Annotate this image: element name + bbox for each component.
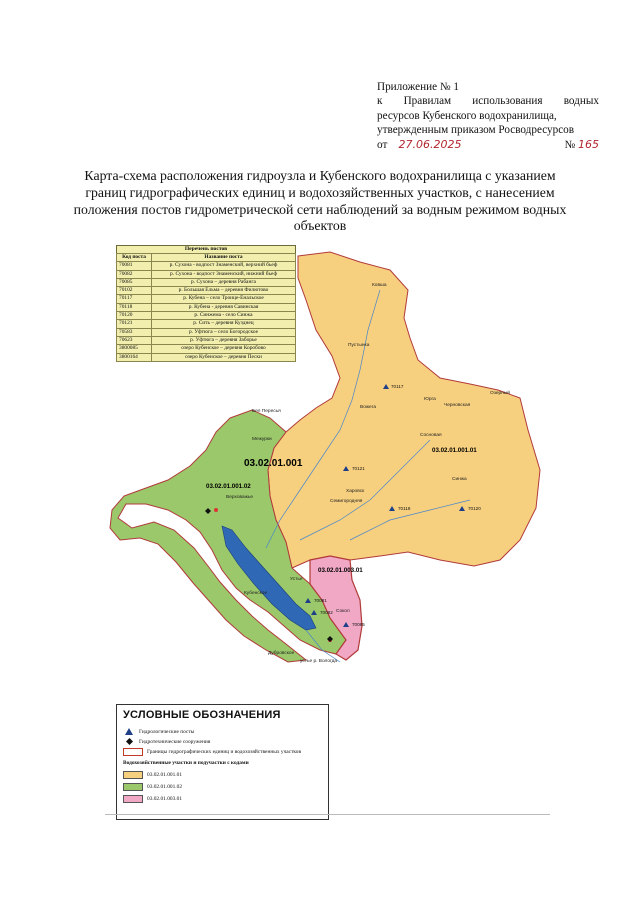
map-legend — [116, 704, 329, 820]
handwritten-date: 27.06.2025 — [398, 137, 462, 151]
place-label: Кубенское — [244, 591, 268, 596]
zone-03-swatch — [123, 795, 143, 803]
hydro-post-icon — [125, 728, 133, 735]
zone-01-label: 03.02.01.001.01 — [432, 447, 477, 454]
post-label: 70085 — [352, 622, 365, 627]
zone-03-label: 03.02.01.003.01 — [318, 567, 363, 574]
zone-main-label: 03.02.01.001 — [244, 458, 303, 469]
legend-item-posts: Гидрологические посты — [123, 728, 194, 735]
legend-item-structures: Гидротехнические сооружения — [123, 738, 210, 745]
posts-table-caption: Перечень постов — [116, 245, 296, 253]
handwritten-number: 165 — [578, 137, 599, 151]
legend-zone-03: 03.02.01.003.01 — [123, 795, 182, 803]
city-marker — [214, 508, 218, 512]
boundary-swatch — [123, 748, 143, 756]
post-label: 70117 — [391, 384, 404, 389]
place-label: Синжа — [452, 477, 467, 482]
post-label: 70082 — [320, 610, 333, 615]
table-row: 70082 р. Сухона - водпост Знаменский, нижний бьеф — [117, 270, 296, 278]
post-label: 70121 — [352, 466, 365, 471]
table-row: 70121 р. Сить – деревня Кузднец — [117, 320, 296, 328]
zone-01-swatch — [123, 771, 143, 779]
table-row: 70081 р. Сухона - водпост Знаменский, верхний бьеф — [117, 262, 296, 270]
col-code-header: Код поста — [117, 254, 152, 262]
table-row: 70118 р. Кубена - деревня Савинская — [117, 303, 296, 311]
place-label: Семигородняя — [330, 499, 363, 504]
legend-subtitle: Водохозяйственные участки и подучастки с кодами — [123, 760, 249, 766]
table-row: 70583 р. Уфтюга – село Богородское — [117, 328, 296, 336]
place-label: Озерный — [490, 391, 510, 396]
post-label: 70081 — [314, 598, 327, 603]
place-label: Харовск — [346, 489, 365, 494]
post-label: 70118 — [398, 506, 411, 511]
post-label: 70120 — [468, 506, 481, 511]
number-label: № — [564, 138, 576, 151]
legend-zone-02: 03.02.01.001.02 — [123, 783, 182, 791]
place-label: Устье — [290, 577, 303, 582]
place-label: Пустынка — [348, 343, 370, 348]
legend-zone-01: 03.02.01.001.01 — [123, 771, 182, 779]
appendix-number: Приложение № 1 — [377, 81, 459, 93]
place-label: Юрга — [424, 397, 436, 402]
zone-01-area — [268, 252, 540, 568]
place-label: Черновская — [444, 403, 471, 408]
appendix-line-1: к Правилам использования водных — [377, 95, 599, 108]
col-name-header: Название поста — [152, 254, 296, 262]
table-row: 3800164 озеро Кубенское – деревня Пески — [117, 353, 296, 361]
posts-table — [116, 245, 296, 362]
table-row: 70102 р. Большая Ельма – деревня Филютово — [117, 287, 296, 295]
place-label: Бел Пересья — [252, 409, 281, 414]
table-row: 70120 р. Синжема - село Синжа — [117, 312, 296, 320]
zone-02-swatch — [123, 783, 143, 791]
appendix-line-2: ресурсов Кубенского водохранилища, — [377, 109, 557, 122]
place-label: Дубровское — [268, 651, 295, 656]
zone-02-label: 03.02.01.001.02 — [206, 483, 251, 490]
place-label: Верховажье — [226, 495, 254, 500]
table-row: 70623 р. Уфтюга – деревня Заборье — [117, 336, 296, 344]
place-label: Вожега — [360, 405, 377, 410]
appendix-line-3: утвержденным приказом Росводресурсов — [377, 124, 575, 137]
bottom-divider — [105, 814, 550, 815]
document-title: Карта-схема расположения гидроузла и Кубенского водохранилища с указанием границ гидрографических единиц и водохозяйственных участков, с нанесением положения постов гидрометрической сети наблюдений за водным режимом водных объектов — [73, 168, 567, 234]
place-label: Сокол — [336, 609, 350, 614]
table-row: 3800085 озеро Кубенское – деревня Коробово — [117, 345, 296, 353]
hydro-structure-icon — [126, 738, 133, 745]
from-label: от — [377, 138, 388, 151]
place-label: Сосновая — [420, 433, 442, 438]
legend-title: УСЛОВНЫЕ ОБОЗНАЧЕНИЯ — [123, 709, 281, 721]
place-label: Ковша — [372, 283, 387, 288]
place-label: устье р. Вологда — [300, 659, 338, 664]
table-row: 70085 р. Сухона – деревня Рабанга — [117, 278, 296, 286]
legend-item-boundaries: Границы гидрографических единиц и водохозяйственных участков — [123, 748, 301, 756]
place-label: Межурки — [252, 437, 272, 442]
table-row: 70117 р. Кубена – село Троице-Енальское — [117, 295, 296, 303]
